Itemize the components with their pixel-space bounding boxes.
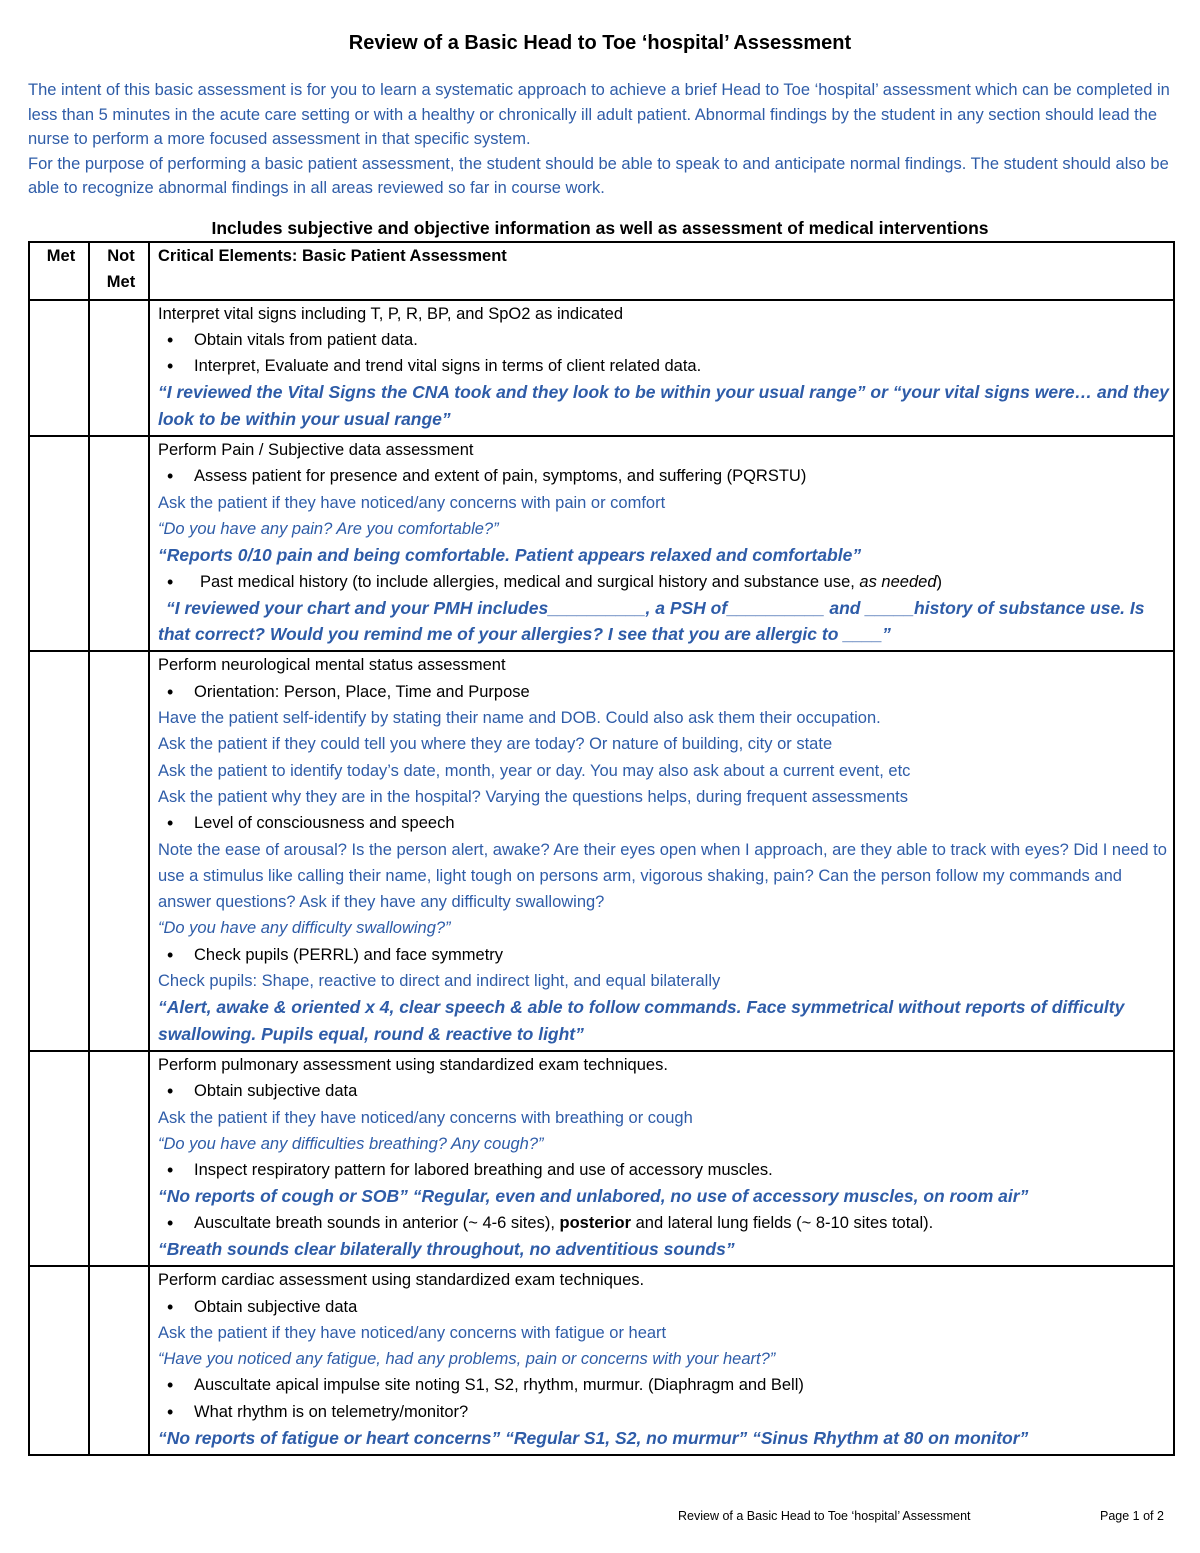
- expected-finding: “No reports of fatigue or heart concerns” “Regular S1, S2, no murmur” “Sinus Rhythm at 80 on monitor”: [158, 1428, 1029, 1449]
- sample-question: “Do you have any pain? Are you comfortable?”: [158, 519, 499, 538]
- expected-finding: “Reports 0/10 pain and being comfortable. Patient appears relaxed and comfortable”: [158, 545, 862, 566]
- header-critical-elements: Critical Elements: Basic Patient Assessment: [149, 242, 1174, 300]
- intro-paragraph-2: For the purpose of performing a basic patient assessment, the student should be able to speak to and anticipate normal findings. The student should also be able to recognize abnormal findings in all areas reviewed so far in course work.: [28, 154, 1169, 197]
- sample-question: “Do you have any difficulty swallowing?”: [158, 919, 451, 938]
- assessment-table: [28, 241, 1175, 1456]
- bullet-item: • Assess patient for presence and extent of pain, symptoms, and suffering (PQRSTU): [158, 463, 1169, 489]
- assessment-prompt: Check pupils: Shape, reactive to direct and indirect light, and equal bilaterally: [158, 972, 721, 991]
- assessment-prompt: Ask the patient if they have noticed/any concerns with pain or comfort: [158, 493, 666, 512]
- table-header-row: [29, 242, 1174, 300]
- page-title: Review of a Basic Head to Toe ‘hospital’ Assessment: [348, 32, 852, 54]
- table-row-neurological: [29, 651, 1174, 1050]
- assessment-prompt: Ask the patient if they could tell you where they are today? Or nature of building, city or state: [158, 735, 833, 754]
- assessment-prompt: Ask the patient if they have noticed/any concerns with fatigue or heart: [158, 1323, 667, 1342]
- bullet-item: • Auscultate breath sounds in anterior (~ 4-6 sites), posterior and lateral lung fields (~ 8-10 sites total).: [158, 1210, 1169, 1236]
- table-row-vital-signs: [29, 300, 1174, 436]
- assessment-prompt: Note the ease of arousal? Is the person alert, awake? Are their eyes open when I approach, are they able to track with eyes? Did I need to use a stimulus like calling their name, light tough on persons arm, vigorous shaking, pain? Can the person follow my commands and answer questions? Ask if they have any difficulty swallowing?: [158, 840, 1167, 912]
- expected-finding: “I reviewed the Vital Signs the CNA took and they look to be within your usual range” or “your vital signs were… and they look to be within your usual range”: [158, 382, 1169, 429]
- met-checkbox-cell[interactable]: [29, 651, 89, 1050]
- table-caption: Includes subjective and objective information as well as assessment of medical interventions: [211, 218, 989, 238]
- intro-paragraph-1: The intent of this basic assessment is for you to learn a systematic approach to achieve a brief Head to Toe ‘hospital’ assessment which can be completed in less than 5 minutes in the acute care setting or with a healthy or chronically ill adult patient. Abnormal findings by the student in any section should lead the nurse to perform a more focused assessment in that specific system.: [28, 81, 1170, 148]
- critical-element-cell: [149, 436, 1174, 651]
- critical-element-cell: [149, 1051, 1174, 1266]
- header-met: Met: [29, 242, 89, 300]
- row-title: Perform pulmonary assessment using standardized exam techniques.: [158, 1055, 668, 1074]
- bullet-item: • Inspect respiratory pattern for labored breathing and use of accessory muscles.: [158, 1157, 1169, 1183]
- table-row-pain: [29, 436, 1174, 651]
- not-met-checkbox-cell[interactable]: [89, 1266, 149, 1455]
- bullet-item: • Check pupils (PERRL) and face symmetry: [158, 942, 1169, 968]
- row-title: Interpret vital signs including T, P, R, BP, and SpO2 as indicated: [158, 304, 624, 323]
- met-checkbox-cell[interactable]: [29, 300, 89, 436]
- row-title: Perform Pain / Subjective data assessment: [158, 441, 474, 460]
- page-number: Page 1 of 2: [1100, 1509, 1164, 1523]
- sample-question: “Do you have any difficulties breathing? Any cough?”: [158, 1134, 544, 1153]
- critical-element-cell: [149, 300, 1174, 436]
- intro-text: [28, 78, 1178, 201]
- not-met-checkbox-cell[interactable]: [89, 651, 149, 1050]
- row-title: Perform neurological mental status assessment: [158, 656, 506, 675]
- met-checkbox-cell[interactable]: [29, 436, 89, 651]
- assessment-prompt: Ask the patient to identify today’s date, month, year or day. You may also ask about a current event, etc: [158, 761, 911, 780]
- not-met-checkbox-cell[interactable]: [89, 1051, 149, 1266]
- assessment-prompt: Have the patient self-identify by stating their name and DOB. Could also ask them their occupation.: [158, 709, 881, 728]
- critical-element-cell: [149, 651, 1174, 1050]
- bullet-item: • Auscultate apical impulse site noting S1, S2, rhythm, murmur. (Diaphragm and Bell): [158, 1372, 1169, 1398]
- bullet-item: • Past medical history (to include allergies, medical and surgical history and substance use, as needed): [158, 569, 1169, 595]
- expected-finding: “Breath sounds clear bilaterally throughout, no adventitious sounds”: [158, 1238, 735, 1259]
- bullet-item: • Interpret, Evaluate and trend vital signs in terms of client related data.: [158, 353, 1169, 379]
- bullet-item: • What rhythm is on telemetry/monitor?: [158, 1399, 1169, 1425]
- footer-title: Review of a Basic Head to Toe ‘hospital’ Assessment: [678, 1509, 971, 1523]
- bullet-item: • Obtain subjective data: [158, 1294, 1169, 1320]
- met-checkbox-cell[interactable]: [29, 1051, 89, 1266]
- sample-question: “Have you noticed any fatigue, had any problems, pain or concerns with your heart?”: [158, 1350, 776, 1369]
- expected-finding: “No reports of cough or SOB” “Regular, even and unlabored, no use of accessory muscles, on room air”: [158, 1186, 1029, 1207]
- bullet-item: • Obtain subjective data: [158, 1078, 1169, 1104]
- expected-finding: “Alert, awake & oriented x 4, clear speech & able to follow commands. Face symmetrical without reports of difficulty swallowing. Pupils equal, round & reactive to light”: [158, 997, 1125, 1044]
- row-title: Perform cardiac assessment using standardized exam techniques.: [158, 1271, 645, 1290]
- bullet-item: • Level of consciousness and speech: [158, 810, 1169, 836]
- not-met-checkbox-cell[interactable]: [89, 436, 149, 651]
- critical-element-cell: [149, 1266, 1174, 1455]
- assessment-prompt: Ask the patient why they are in the hospital? Varying the questions helps, during frequent assessments: [158, 787, 908, 806]
- bullet-item: • Obtain vitals from patient data.: [158, 327, 1169, 353]
- table-row-pulmonary: [29, 1051, 1174, 1266]
- table-row-cardiac: [29, 1266, 1174, 1455]
- bullet-item: • Orientation: Person, Place, Time and Purpose: [158, 679, 1169, 705]
- not-met-checkbox-cell[interactable]: [89, 300, 149, 436]
- expected-finding: “I reviewed your chart and your PMH includes__________, a PSH of__________ and _____history of substance use. Is that correct? Would you remind me of your allergies? I see that you are allergic to ____”: [158, 597, 1145, 645]
- met-checkbox-cell[interactable]: [29, 1266, 89, 1455]
- assessment-prompt: Ask the patient if they have noticed/any concerns with breathing or cough: [158, 1108, 693, 1127]
- header-not-met: Not Met: [89, 242, 149, 300]
